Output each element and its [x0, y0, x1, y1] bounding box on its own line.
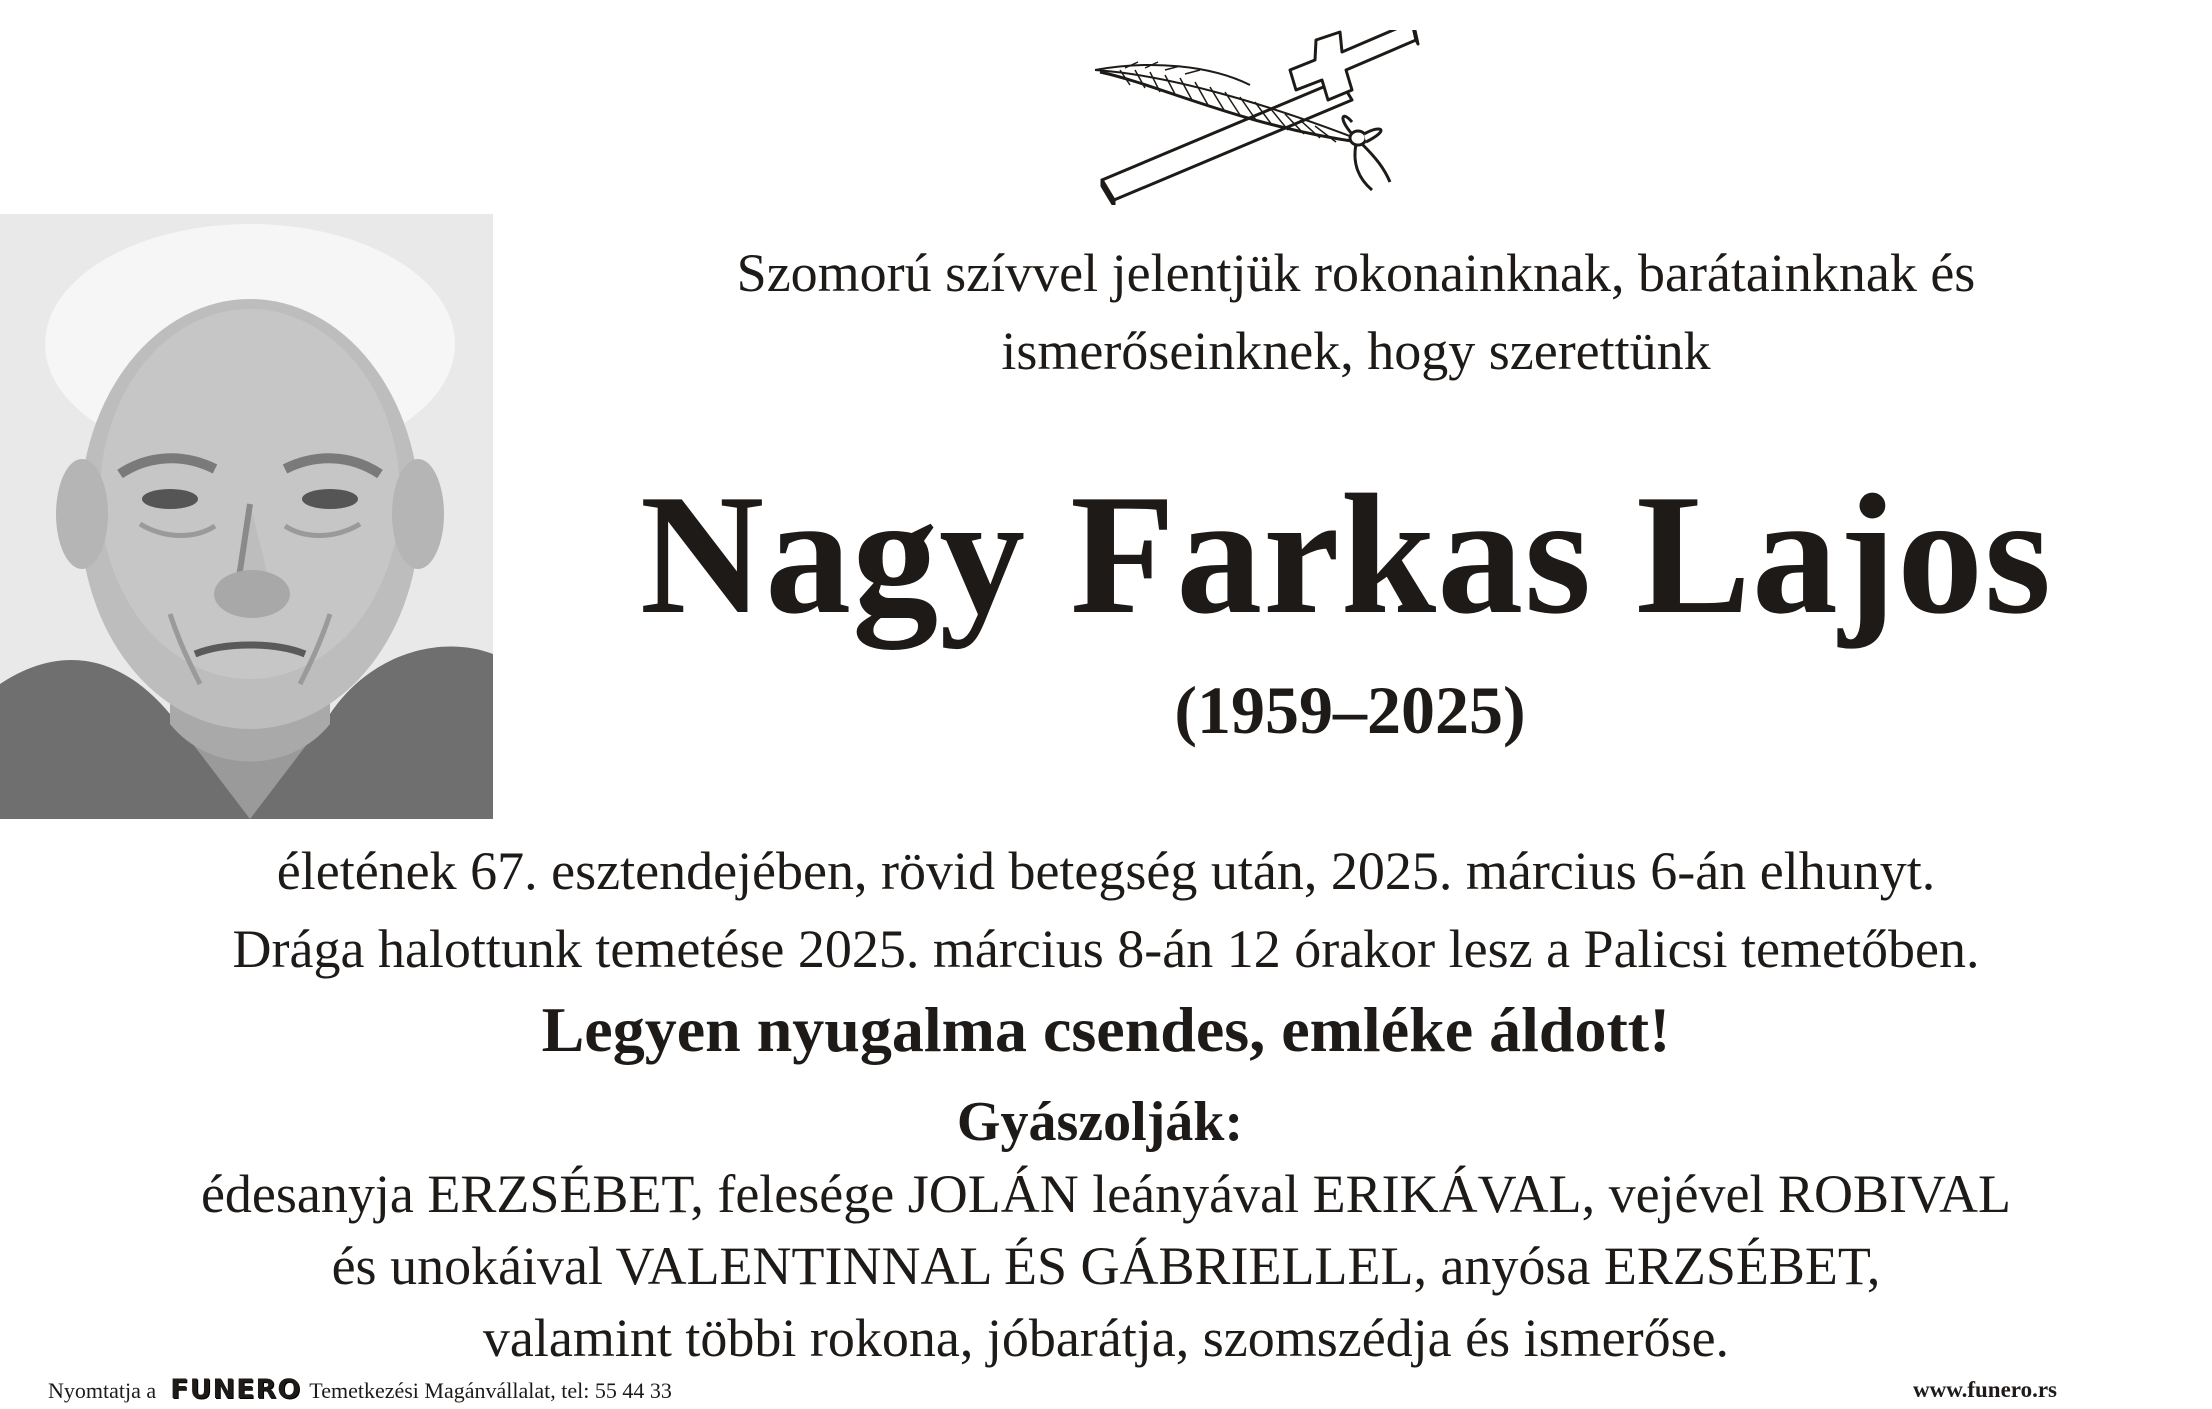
mourners-line-2: és unokáival VALENTINNAL ÉS GÁBRIELLEL, anyósa ERZSÉBET, [331, 1236, 1881, 1296]
footer-printer-info [48, 1374, 672, 1405]
death-notice [0, 832, 2212, 988]
notice-line-2: Drága halottunk temetése 2025. március 8-án 12 órakor lesz a Palicsi temetőben. [232, 919, 1980, 979]
funero-logo: FUNERO [170, 1374, 302, 1405]
mourners-heading: Gyászolják: [956, 1091, 1244, 1153]
intro-text [540, 234, 2172, 390]
deceased-name: Nagy Farkas Lajos [639, 460, 2053, 650]
cross-with-palm-branch-icon [1090, 30, 1430, 205]
intro-line-1: Szomorú szívvel jelentjük rokonainknak, barátainknak és [736, 243, 1976, 303]
life-dates: (1959–2025) [1174, 672, 1526, 748]
footer-printed-by: Nyomtatja a [48, 1378, 157, 1403]
portrait-photo [0, 214, 493, 819]
footer-website[interactable]: www.funero.rs [1913, 1377, 2057, 1402]
intro-line-2: ismerőseinknek, hogy szerettünk [1001, 321, 1711, 381]
mourners-list [0, 1158, 2212, 1374]
notice-line-1: életének 67. esztendejében, rövid betegség után, 2025. március 6-án elhunyt. [276, 841, 1936, 901]
footer-company: Temetkezési Magánvállalat, tel: 55 44 33 [309, 1378, 672, 1403]
blessing-text: Legyen nyugalma csendes, emléke áldott! [541, 994, 1671, 1065]
mourners-line-1: édesanyja ERZSÉBET, felesége JOLÁN leányával ERIKÁVAL, vejével ROBIVAL [200, 1164, 2012, 1224]
mourners-line-3: valamint többi rokona, jóbarátja, szomszédja és ismerőse. [482, 1308, 1730, 1368]
